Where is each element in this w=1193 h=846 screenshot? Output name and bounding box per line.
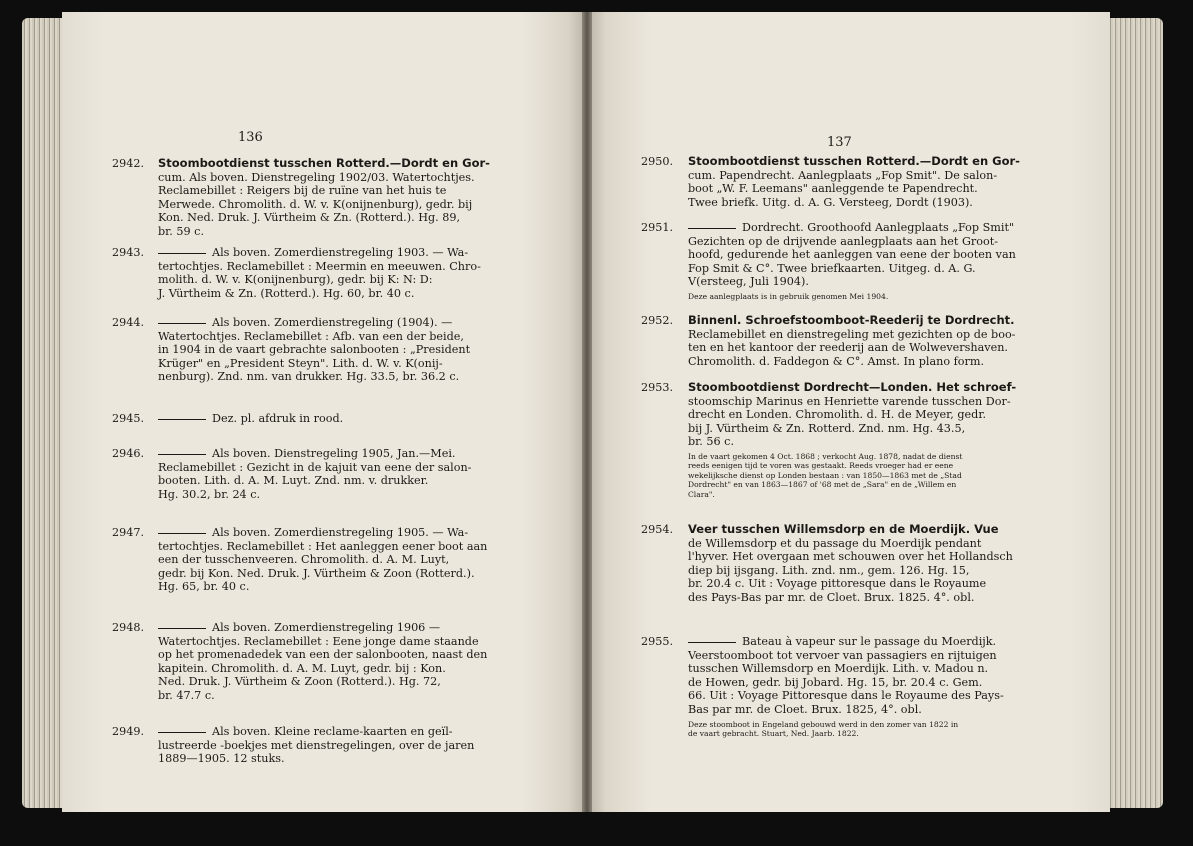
entry-note-line: Dordrecht" en van 1863—1867 of '68 met de „Sara" en de „Willem en [688, 480, 957, 490]
entry-number: 2955. [641, 635, 674, 648]
ditto-dash [158, 419, 206, 420]
entry-text: 1889—1905. 12 stuks. [158, 752, 285, 766]
entry-text: Stoombootdienst tusschen Rotterd.—Dordt en Gor- [688, 154, 1020, 168]
entry-line [688, 221, 1066, 235]
entry-number: 2946. [112, 447, 145, 460]
entry-line [158, 225, 552, 239]
entry-line [158, 567, 552, 581]
entry-text: de Howen, gedr. bij Jobard. Hg. 15, br. 20.4 c. Gem. [688, 675, 983, 689]
ditto-dash [158, 628, 206, 629]
entry-text: molith. d. W. v. K(onijnenburg), gedr. bij K: N: D: [158, 273, 433, 287]
entry-line [688, 262, 1066, 276]
entry-text: Als boven. Zomerdienstregeling (1904). — [212, 316, 453, 329]
ditto-dash [688, 228, 736, 229]
entry-number: 2948. [112, 621, 145, 634]
entry-text: cum. Papendrecht. Aanlegplaats „Fop Smit". De salon- [688, 168, 998, 182]
entry-text: in 1904 in de vaart gebrachte salonbooten : „President [158, 343, 471, 357]
entry-text: cum. Als boven. Dienstregeling 1902/03. Watertochtjes. [158, 170, 475, 184]
entry-text: op het promenadedek van een der salonbooten, naast den [158, 648, 488, 662]
entry-text: Hg. 65, br. 40 c. [158, 580, 250, 594]
entry-number: 2952. [641, 314, 674, 327]
entry-note-line: reeds eenigen tijd te voren was gestaakt. Reeds vroeger had er eene [688, 461, 954, 471]
entry-line [688, 196, 1066, 210]
entry-line [158, 198, 552, 212]
entry-line [158, 447, 552, 461]
entry-text: tertochtjes. Reclamebillet : Het aanleggen eener boot aan [158, 539, 488, 553]
ditto-dash [158, 323, 206, 324]
entry-note-line: de vaart gebracht. Stuart, Ned. Jaarb. 1822. [688, 729, 859, 739]
entry-line [158, 330, 552, 344]
entry-line [158, 412, 552, 426]
entry-text: Als boven. Zomerdienstregeling 1903. — Wa- [212, 246, 469, 259]
entry-line [158, 488, 552, 502]
entry-text: Binnenl. Schroefstoomboot-Reederij te Dordrecht. [688, 313, 1015, 327]
entry-text: J. Vürtheim & Zn. (Rotterd.). Hg. 60, br. 40 c. [158, 286, 415, 300]
entry-text: Veerstoomboot tot vervoer van passagiers en rijtuigen [688, 648, 997, 662]
entry-line [688, 662, 1066, 676]
entry-line [158, 316, 552, 330]
entry-text: drecht en Londen. Chromolith. d. H. de Meyer, gedr. [688, 408, 987, 422]
entry-number: 2944. [112, 316, 145, 329]
page-edges-right [1103, 18, 1163, 808]
entry-text: Twee briefk. Uitg. d. A. G. Versteeg, Dordt (1903). [688, 195, 973, 209]
entry-line [688, 314, 1066, 328]
entry-line [688, 676, 1066, 690]
entry-line [688, 591, 1066, 605]
entry-text: Bas par mr. de Cloet. Brux. 1825, 4°. obl. [688, 702, 922, 716]
entry-text: gedr. bij Kon. Ned. Druk. J. Vürtheim & Zoon (Rotterd.). [158, 566, 475, 580]
entry-text: Reclamebillet en dienstregeling met gezichten op de boo- [688, 327, 1016, 341]
entry-line [158, 725, 552, 739]
entry-line [158, 752, 552, 766]
entry-text: Krüger" en „President Steyn". Lith. d. W. v. K(onij- [158, 356, 443, 370]
entry-number: 2954. [641, 523, 674, 536]
page-number-right: 137 [827, 135, 852, 150]
entry-number: 2950. [641, 155, 674, 168]
entry-line [158, 184, 552, 198]
entry-text: hoofd, gedurende het aanleggen van eene der booten van [688, 248, 1016, 262]
entry-line [688, 564, 1066, 578]
entry-text: diep bij ijsgang. Lith. znd. nm., gem. 126. Hg. 15, [688, 563, 970, 577]
entry-text: des Pays-Bas par mr. de Cloet. Brux. 1825. 4°. obl. [688, 590, 975, 604]
entry-text: br. 56 c. [688, 435, 735, 449]
entry-text: Dordrecht. Groothoofd Aanlegplaats „Fop Smit" [742, 221, 1015, 234]
book-gutter [582, 12, 592, 812]
entry-text: tertochtjes. Reclamebillet : Meermin en meeuwen. Chro- [158, 259, 481, 273]
entry-line [158, 621, 552, 635]
page-number-left: 136 [238, 130, 263, 145]
entry-line [688, 689, 1066, 703]
entry-text: br. 47.7 c. [158, 688, 215, 702]
entry-line [158, 260, 552, 274]
entry-line [688, 577, 1066, 591]
entry-line [688, 435, 1066, 449]
entry-line [158, 662, 552, 676]
entry-line [688, 537, 1066, 551]
entry-line [688, 275, 1066, 289]
entry-text: Watertochtjes. Reclamebillet : Eene jonge dame staande [158, 634, 479, 648]
entry-text: Kon. Ned. Druk. J. Vürtheim & Zn. (Rotterd.). Hg. 89, [158, 211, 461, 225]
entry-line [688, 341, 1066, 355]
entry-text: Bateau à vapeur sur le passage du Moerdijk. [742, 635, 997, 648]
entry-text: Veer tusschen Willemsdorp en de Moerdijk. Vue [688, 522, 999, 536]
entry-text: Reclamebillet : Reigers bij de ruïne van het huis te [158, 184, 447, 198]
entry-line [688, 422, 1066, 436]
entry-line [158, 211, 552, 225]
entry-line [158, 648, 552, 662]
entry-line [158, 635, 552, 649]
entry-text: Dez. pl. afdruk in rood. [212, 412, 344, 425]
entry-text: V(ersteeg, Juli 1904). [688, 275, 809, 289]
entry-line [688, 182, 1066, 196]
ditto-dash [158, 454, 206, 455]
entry-text: Ned. Druk. J. Vürtheim & Zoon (Rotterd.). Hg. 72, [158, 675, 441, 689]
entry-line [688, 235, 1066, 249]
entry-text: Stoombootdienst tusschen Rotterd.—Dordt en Gor- [158, 156, 490, 170]
entry-number: 2945. [112, 412, 145, 425]
entry-line [158, 357, 552, 371]
entry-line [158, 675, 552, 689]
entry-text: tusschen Willemsdorp en Moerdijk. Lith. v. Madou n. [688, 662, 989, 676]
entry-line [688, 649, 1066, 663]
entry-line [158, 343, 552, 357]
entry-line [688, 703, 1066, 717]
entry-text: de Willemsdorp et du passage du Moerdijk pendant [688, 536, 982, 550]
entry-line [158, 273, 552, 287]
entry-number: 2951. [641, 221, 674, 234]
entry-text: Hg. 30.2, br. 24 c. [158, 487, 261, 501]
entry-line [158, 370, 552, 384]
entry-line [688, 635, 1066, 649]
entry-note-line: wekelijksche dienst op Londen bestaan : van 1850—1863 met de „Stad [688, 470, 962, 480]
ditto-dash [158, 732, 206, 733]
entry-line [158, 474, 552, 488]
entry-note [688, 292, 1066, 302]
entry-line [158, 157, 552, 171]
entry-line [158, 540, 552, 554]
entry-text: Chromolith. d. Faddegon & C°. Amst. In plano form. [688, 354, 985, 368]
ditto-dash [688, 642, 736, 643]
entry-line [158, 171, 552, 185]
entry-line [158, 461, 552, 475]
entry-line [688, 395, 1066, 409]
entry-line [688, 408, 1066, 422]
entry-line [688, 155, 1066, 169]
entry-text: booten. Lith. d. A. M. Luyt. Znd. nm. v. drukker. [158, 474, 429, 488]
entry-text: nenburg). Znd. nm. van drukker. Hg. 33.5, br. 36.2 c. [158, 370, 460, 384]
entry-number: 2943. [112, 246, 145, 259]
entry-text: boot „W. F. Leemans" aanleggende te Papendrecht. [688, 182, 978, 196]
entry-text: Als boven. Zomerdienstregeling 1905. — Wa- [212, 526, 469, 539]
ditto-dash [158, 253, 206, 254]
entry-text: l'hyver. Het overgaan met schouwen over het Hollandsch [688, 550, 1013, 564]
entry-note-line: Deze stoomboot in Engeland gebouwd werd in den zomer van 1822 in [688, 719, 959, 729]
entry-line [158, 689, 552, 703]
entry-note-line: Clara". [688, 489, 715, 499]
entry-note [688, 452, 1066, 500]
entry-text: Als boven. Dienstregeling 1905, Jan.—Mei. [212, 447, 456, 460]
entry-number: 2949. [112, 725, 145, 738]
entry-text: lustreerde -boekjes met dienstregelingen, over de jaren [158, 738, 475, 752]
entry-text: Watertochtjes. Reclamebillet : Afb. van een der beide, [158, 329, 464, 343]
entry-text: Reclamebillet : Gezicht in de kajuit van eene der salon- [158, 460, 472, 474]
entry-line [688, 381, 1066, 395]
entry-text: 66. Uit : Voyage Pittoresque dans le Royaume des Pays- [688, 689, 1004, 703]
entry-text: stoomschip Marinus en Henriette varende tusschen Dor- [688, 394, 1011, 408]
entry-text: een der tusschenveeren. Chromolith. d. A. M. Luyt, [158, 553, 450, 567]
entry-text: Merwede. Chromolith. d. W. v. K(onijnenburg), gedr. bij [158, 197, 473, 211]
entry-number: 2947. [112, 526, 145, 539]
entry-text: ten en het kantoor der reederij aan de Wolwevershaven. [688, 341, 1008, 355]
ditto-dash [158, 533, 206, 534]
entry-line [688, 169, 1066, 183]
entry-line [688, 248, 1066, 262]
entry-text: bij J. Vürtheim & Zn. Rotterd. Znd. nm. Hg. 43.5, [688, 421, 966, 435]
entry-line [158, 739, 552, 753]
entry-text: Als boven. Zomerdienstregeling 1906 — [212, 621, 441, 634]
entry-note [688, 720, 1066, 739]
entry-text: Stoombootdienst Dordrecht—Londen. Het schroef- [688, 380, 1017, 394]
entry-line [688, 355, 1066, 369]
entry-line [158, 526, 552, 540]
entry-line [158, 246, 552, 260]
entry-text: br. 59 c. [158, 224, 205, 238]
entry-note-line: Deze aanlegplaats is in gebruik genomen Mei 1904. [688, 291, 889, 301]
entry-text: Fop Smit & C°. Twee briefkaarten. Uitgeg. d. A. G. [688, 261, 976, 275]
entry-number: 2953. [641, 381, 674, 394]
entry-line [688, 523, 1066, 537]
entry-line [688, 328, 1066, 342]
entry-number: 2942. [112, 157, 145, 170]
entry-text: Als boven. Kleine reclame-kaarten en geïl- [212, 725, 453, 738]
entry-line [158, 553, 552, 567]
entry-text: br. 20.4 c. Uit : Voyage pittoresque dans le Royaume [688, 577, 987, 591]
entry-text: kapitein. Chromolith. d. A. M. Luyt, gedr. bij : Kon. [158, 661, 446, 675]
entry-text: Gezichten op de drijvende aanlegplaats aan het Groot- [688, 234, 998, 248]
entry-line [688, 550, 1066, 564]
entry-note-line: In de vaart gekomen 4 Oct. 1868 ; verkocht Aug. 1878, nadat de dienst [688, 451, 963, 461]
entry-line [158, 287, 552, 301]
entry-line [158, 580, 552, 594]
